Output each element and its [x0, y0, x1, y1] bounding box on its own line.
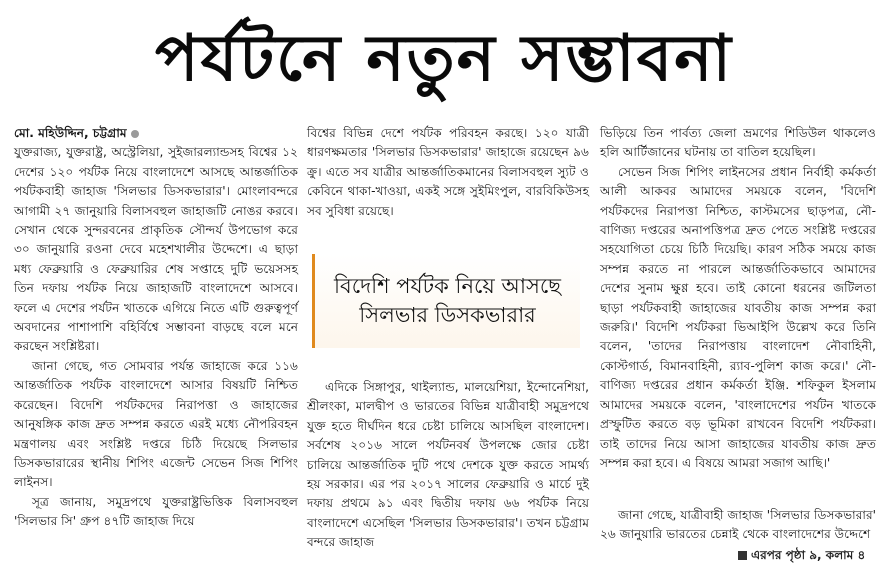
paragraph: জানা গেছে, গত সোমবার পর্যন্ত জাহাজে করে ১১৬ আন্তর্জাতিক পর্যটক বাংলাদেশে আসার বিষয়টি নিশ্চিত করেছেন। বিদেশি পর্যটকদের নিরাপত্তা ও জাহাজের আনুষঙ্গিক কাজ দ্রুত সম্পন্ন করতে এরই মধ্যে নৌপরিবহন মন্ত্রণালয় এবং সংশ্লিষ্ট দপ্তরে চিঠি দিয়েছে সিলভার ডিসকভারারের স্থানীয় শিপিং এজেন্ট সেভেন সিজ শিপিং লাইনস। [14, 358, 298, 490]
paragraph: বিশ্বের বিভিন্ন দেশে পর্যটক পরিবহন করছে। ১২০ যাত্রী ধারণক্ষমতার 'সিলভার ডিসকভারার' জাহাজে রয়েছেন ৯৬ ক্রু। এতে সব যাত্রীর আন্তর্জাতিকমানের বিলাসবহুল স্যুট ও কেবিনে থাকা-খাওয়া, একই সঙ্গে সুইমিংপুল, বারবিকিউসহ সব সুবিধা রয়েছে। [307, 126, 589, 218]
paragraph: সূত্র জানায়, সমুদ্রপথে যুক্তরাষ্ট্রভিত্তিক বিলাসবহুল 'সিলভার সি' গ্রুপ ৪৭টি জাহাজ দিয়ে [14, 494, 298, 529]
article-column-2 [307, 124, 589, 254]
article-column-1 [14, 124, 298, 564]
square-bullet-icon [738, 551, 747, 560]
article-column-3 [600, 124, 876, 529]
headline: পর্যটনে নতুন সম্ভাবনা [155, 22, 733, 96]
article-column-2-lower [307, 378, 589, 560]
pull-quote [312, 254, 580, 348]
byline-dot-icon [131, 130, 139, 138]
continued-label: এরপর পৃষ্ঠা ৯, কলাম ৪ [751, 548, 866, 562]
paragraph: ভিড়িয়ে তিন পার্বত্য জেলা ভ্রমণের শিডিউল থাকলেও হলি আর্টিজানের ঘটনায় তা বাতিল হয়েছিল। [600, 126, 876, 160]
pull-quote-text: বিদেশি পর্যটক নিয়ে আসছে সিলভার ডিসকভারার [334, 274, 561, 327]
paragraph: এদিকে সিঙ্গাপুর, থাইল্যান্ড, মালয়েশিয়া, ইন্দোনেশিয়া, শ্রীলংকা, মালদ্বীপ ও ভারতের বিভিন্ন যাত্রীবাহী সমুদ্রপথে যুক্ত হতে দীর্ঘদিন ধরে চেষ্টা চালিয়ে আসছিল বাংলাদেশ। সর্বশেষ ২০১৬ সালে পর্যটনবর্ষ উপলক্ষে জোর চেষ্টা চালিয়ে আন্তর্জাতিক দুটি পথে দেশকে যুক্ত করতে সামর্থ্য হয় সরকার। এর পর ২০১৭ সালের ফেব্রুয়ারি ও মার্চে দুই দফায় প্রথমে ৯১ এবং দ্বিতীয় দফায় ৬৬ পর্যটক নিয়ে বাংলাদেশে এসেছিল 'সিলভার ডিসকভারার'। তখন চট্টগ্রাম বন্দরে জাহাজ [307, 380, 589, 550]
paragraph [14, 124, 298, 143]
paragraph: যুক্তরাজ্য, যুক্তরাষ্ট্র, অস্ট্রেলিয়া, সুইজারল্যান্ডসহ বিশ্বের ১২ দেশের ১২০ পর্যটক নিয়ে বাংলাদেশে আসছে আন্তর্জাতিক পর্যটকবাহী জাহাজ 'সিলভার ডিসকভারার'। মোংলাবন্দরে আগামী ২৭ জানুয়ারি বিলাসবহুল জাহাজটি নোঙর করবে। সেখান থেকে সুন্দরবনের প্রাকৃতিক সৌন্দর্য উপভোগ করে ৩০ জানুয়ারি রওনা দেবে মহেশখালীর উদ্দেশে। এ ছাড়া মধ্য ফেব্রুয়ারি ও ফেব্রুয়ারির শেষ সপ্তাহে দুটি ভয়েসসহ তিন দফায় পর্যটক নিয়ে জাহাজটি বাংলাদেশে আসবে। ফলে এ দেশের পর্যটন খাতকে এগিয়ে নিতে এটি গুরুত্বপূর্ণ অবদানের পাশাপাশি বহির্বিশ্বে সম্ভাবনা বাড়ছে বলে মনে করছেন সংশ্লিষ্টরা। [14, 145, 298, 354]
byline: মো. মহিউদ্দিন, চট্টগ্রাম [14, 126, 127, 140]
paragraph: জানা গেছে, যাত্রীবাহী জাহাজ 'সিলভার ডিসকভারার' ২৬ জানুয়ারি ভারতের চেন্নাই থেকে বাংলাদেশের উদ্দেশে [600, 508, 876, 542]
continued-on-page [738, 546, 882, 564]
paragraph: সেভেন সিজ শিপিং লাইনসের প্রধান নির্বাহী কর্মকর্তা আলী আকবর আমাদের সময়কে বলেন, 'বিদেশি পর্যটকদের নিরাপত্তা নিশ্চিত, কাস্টমসের ছাড়পত্র, নৌ-বাণিজ্য দপ্তরের অনাপত্তিপত্র দ্রুত পেতে সংশ্লিষ্ট দপ্তরের সহযোগিতা চেয়ে চিঠি দিয়েছি। কারণ সঠিক সময়ে কাজ সম্পন্ন করতে না পারলে আন্তর্জাতিকভাবে আমাদের দেশের সুনাম ক্ষুণ্ণ হবে। তাই কোনো ধরনের জটিলতা ছাড়া পর্যটকবাহী জাহাজের যাবতীয় কাজ সম্পন্ন করা জরুরি।' বিদেশি পর্যটকরা ভিআইপি উল্লেখ করে তিনি বলেন, 'তাদের নিরাপত্তায় বাংলাদেশ নৌবাহিনী, কোস্টগার্ড, বিমানবাহিনী, র‌্যাব-পুলিশ কাজ করে।' নৌ-বাণিজ্য দপ্তরের প্রধান কর্মকর্তা ইঞ্জি. শফিকুল ইসলাম আমাদের সময়কে বলেন, 'বাংলাদেশের পর্যটন খাতকে প্রস্ফুটিত করতে বড় ভূমিকা রাখবেন বিদেশি পর্যটকরা। তাই তাদের নিয়ে আসা জাহাজের যাবতীয় কাজ দ্রুত সম্পন্ন করা হবে। এ বিষয়ে আমরা সজাগ আছি।' [600, 164, 876, 470]
